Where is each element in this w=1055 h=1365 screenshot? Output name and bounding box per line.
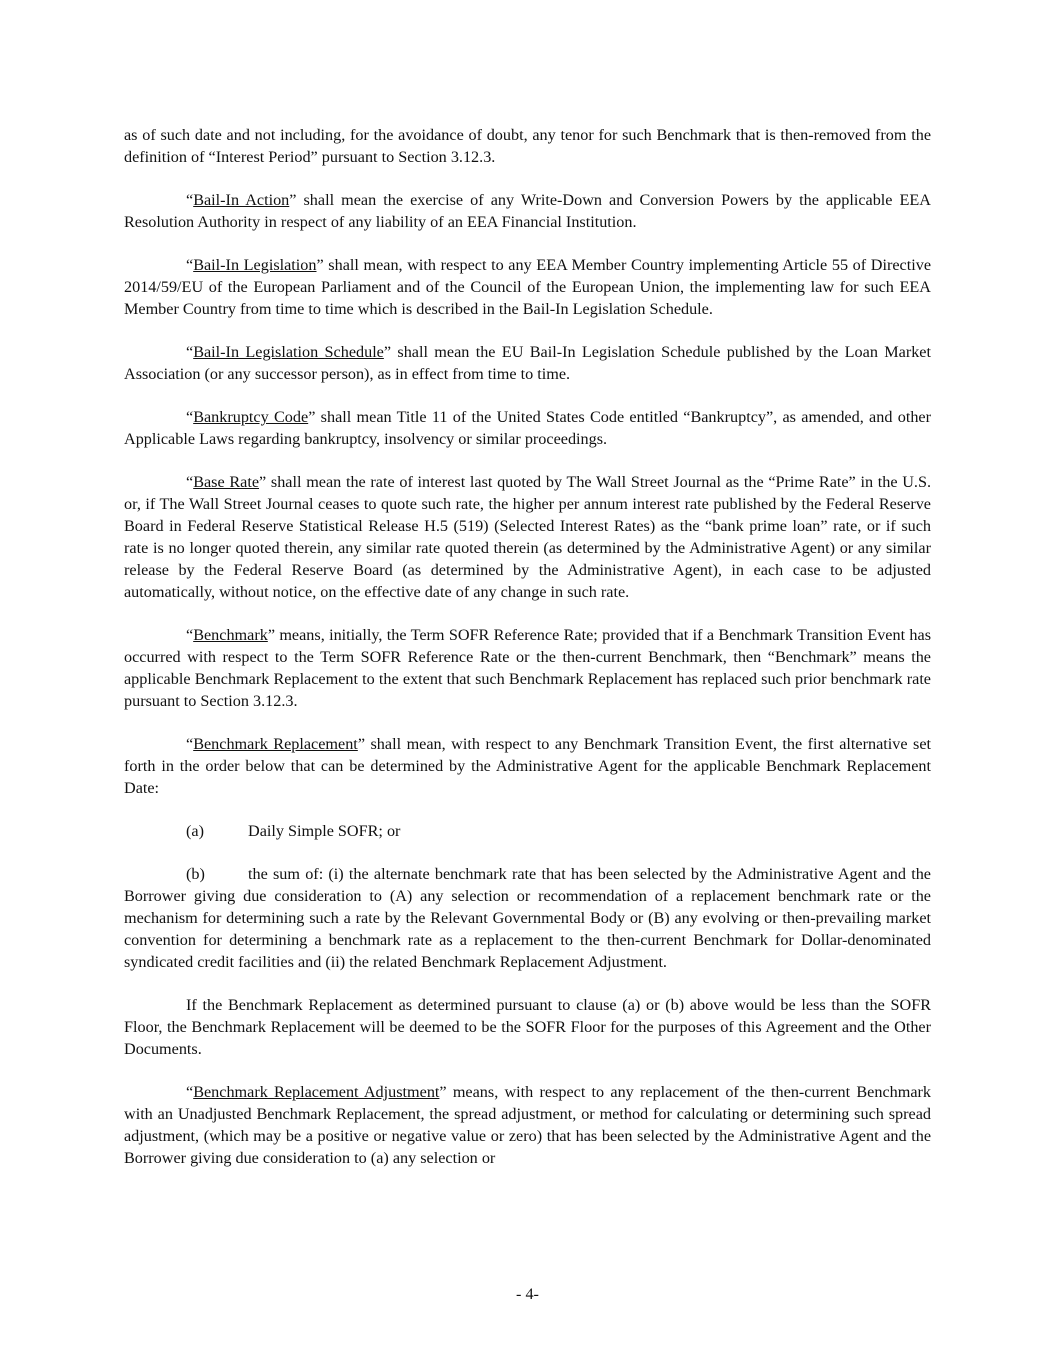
definition-benchmark: “Benchmark” means, initially, the Term SOFR Reference Rate; provided that if a Benchmark Transition Event has occurred with respect to the Term SOFR Reference Rate or the then-current Benchmark, then “Benchmark” means the applicable Benchmark Replacement to the extent that such Benchmark Replacement has replaced such prior benchmark rate pursuant to Section 3.12.3. [124, 626, 931, 710]
defined-term: Bankruptcy Code [193, 408, 309, 426]
defined-term: Base Rate [193, 473, 260, 491]
page-number: - 4- [516, 1285, 539, 1303]
clause-b [124, 863, 931, 973]
paragraph-sofr-floor [124, 994, 931, 1060]
definition-text: ” shall mean, with respect to any Benchmark Transition Event, the first alternative set forth in the order below that can be determined by the Administrative Agent for the applicable Benchmark Replacement Date: [124, 735, 932, 797]
definition-bail-in-legislation-schedule: “Bail-In Legislation Schedule” shall mean the EU Bail-In Legislation Schedule published by the Loan Market Association (or any successor person), as in effect from time to time. [124, 343, 931, 383]
definition-bail-in-legislation: “Bail-In Legislation” shall mean, with respect to any EEA Member Country implementing Article 55 of Directive 2014/59/EU of the European Parliament and of the Council of the European Union, the implementing law for such EEA Member Country from time to time which is described in the Bail-In Legislation Schedule. [124, 256, 932, 318]
clause-label: (b) [186, 865, 205, 883]
definition-benchmark-replacement-adjustment: “Benchmark Replacement Adjustment” means, with respect to any replacement of the then-current Benchmark with an Unadjusted Benchmark Replacement, the spread adjustment, or method for calculating or determining such spread adjustment, (which may be a positive or negative value or zero) that has been selected by the Administrative Agent and the Borrower giving due consideration to (a) any selection or [124, 1083, 931, 1167]
definition-text: ” shall mean, with respect to any EEA Member Country implementing Article 55 of Directive 2014/59/EU of the European Parliament and of the Council of the European Union, the implementing law for such EEA Member Country from time to time which is described in the Bail-In Legislation Schedule. [124, 256, 932, 318]
definition-text: ” means, with respect to any replacement of the then-current Benchmark with an Unadjusted Benchmark Replacement, the spread adjustment, or method for calculating or determining such spread adjustment, (which may be a positive or negative value or zero) that has been selected by the Administrative Agent and the Borrower giving due consideration to (a) any selection or [124, 1083, 931, 1167]
defined-term: Bail-In Legislation [193, 256, 317, 274]
definition-text: ” shall mean the EU Bail-In Legislation Schedule published by the Loan Market Association (or any successor person), as in effect from time to time. [124, 343, 931, 383]
definition-bail-in-action: “Bail-In Action” shall mean the exercise of any Write-Down and Conversion Powers by the applicable EEA Resolution Authority in respect of any liability of an EEA Financial Institution. [124, 191, 931, 231]
defined-term: Benchmark Replacement Adjustment [193, 1083, 440, 1101]
definition-text: ” means, initially, the Term SOFR Reference Rate; provided that if a Benchmark Transition Event has occurred with respect to the Term SOFR Reference Rate or the then-current Benchmark, then “Benchmark” means the applicable Benchmark Replacement to the extent that such Benchmark Replacement has replaced such prior benchmark rate pursuant to Section 3.12.3. [124, 626, 931, 710]
definition-base-rate: “Base Rate” shall mean the rate of interest last quoted by The Wall Street Journal as the “Prime Rate” in the U.S. or, if The Wall Street Journal ceases to quote such rate, the higher per annum interest rate published by the Federal Reserve Board in Federal Reserve Statistical Release H.5 (519) (Selected Interest Rates) as the “bank prime loan” rate, or if such rate is no longer quoted therein, any similar rate quoted therein (as determined by the Administrative Agent) or any similar release by the Federal Reserve Board (as determined by the Administrative Agent), in each case to be adjusted automatically, without notice, on the effective date of any change in such rate. [124, 473, 932, 601]
definition-bankruptcy-code: “Bankruptcy Code” shall mean Title 11 of the United States Code entitled “Bankruptcy”, as amended, and other Applicable Laws regarding bankruptcy, insolvency or similar proceedings. [124, 408, 931, 448]
definition-text: ” shall mean the exercise of any Write-Down and Conversion Powers by the applicable EEA Resolution Authority in respect of any liability of an EEA Financial Institution. [124, 191, 931, 231]
clause-label: (a) [186, 822, 204, 840]
defined-term: Benchmark Replacement [193, 735, 358, 753]
defined-term: Bail-In Action [193, 191, 290, 209]
paragraph-continuation [124, 124, 931, 168]
definition-benchmark-replacement: “Benchmark Replacement” shall mean, with respect to any Benchmark Transition Event, the first alternative set forth in the order below that can be determined by the Administrative Agent for the applicable Benchmark Replacement Date: [124, 735, 932, 797]
paragraph-text: as of such date and not including, for the avoidance of doubt, any tenor for such Benchmark that is then-removed from the definition of “Interest Period” pursuant to Section 3.12.3. [124, 126, 931, 166]
definition-text: ” shall mean the rate of interest last quoted by The Wall Street Journal as the “Prime Rate” in the U.S. or, if The Wall Street Journal ceases to quote such rate, the higher per annum interest rate published by the Federal Reserve Board in Federal Reserve Statistical Release H.5 (519) (Selected Interest Rates) as the “bank prime loan” rate, or if such rate is no longer quoted therein, any similar rate quoted therein (as determined by the Administrative Agent) or any similar release by the Federal Reserve Board (as determined by the Administrative Agent), in each case to be adjusted automatically, without notice, on the effective date of any change in such rate. [124, 473, 932, 601]
definition-text: ” shall mean Title 11 of the United States Code entitled “Bankruptcy”, as amended, and other Applicable Laws regarding bankruptcy, insolvency or similar proceedings. [124, 408, 931, 448]
clause-text: the sum of: (i) the alternate benchmark rate that has been selected by the Administrative Agent and the Borrower giving due consideration to (A) any selection or recommendation of a replacement benchmark rate or the mechanism for determining such a rate by the Relevant Governmental Body or (B) any evolving or then-prevailing market convention for determining a benchmark rate as a replacement to the then-current Benchmark for Dollar-denominated syndicated credit facilities and (ii) the related Benchmark Replacement Adjustment. [124, 865, 931, 971]
paragraph-text: If the Benchmark Replacement as determined pursuant to clause (a) or (b) above would be less than the SOFR Floor, the Benchmark Replacement will be deemed to be the SOFR Floor for the purposes of this Agreement and the Other Documents. [124, 996, 931, 1058]
defined-term: Bail-In Legislation Schedule [193, 343, 384, 361]
clause-text: Daily Simple SOFR; or [248, 822, 401, 840]
document-body [124, 124, 931, 1190]
clause-a [124, 820, 931, 842]
defined-term: Benchmark [193, 626, 268, 644]
